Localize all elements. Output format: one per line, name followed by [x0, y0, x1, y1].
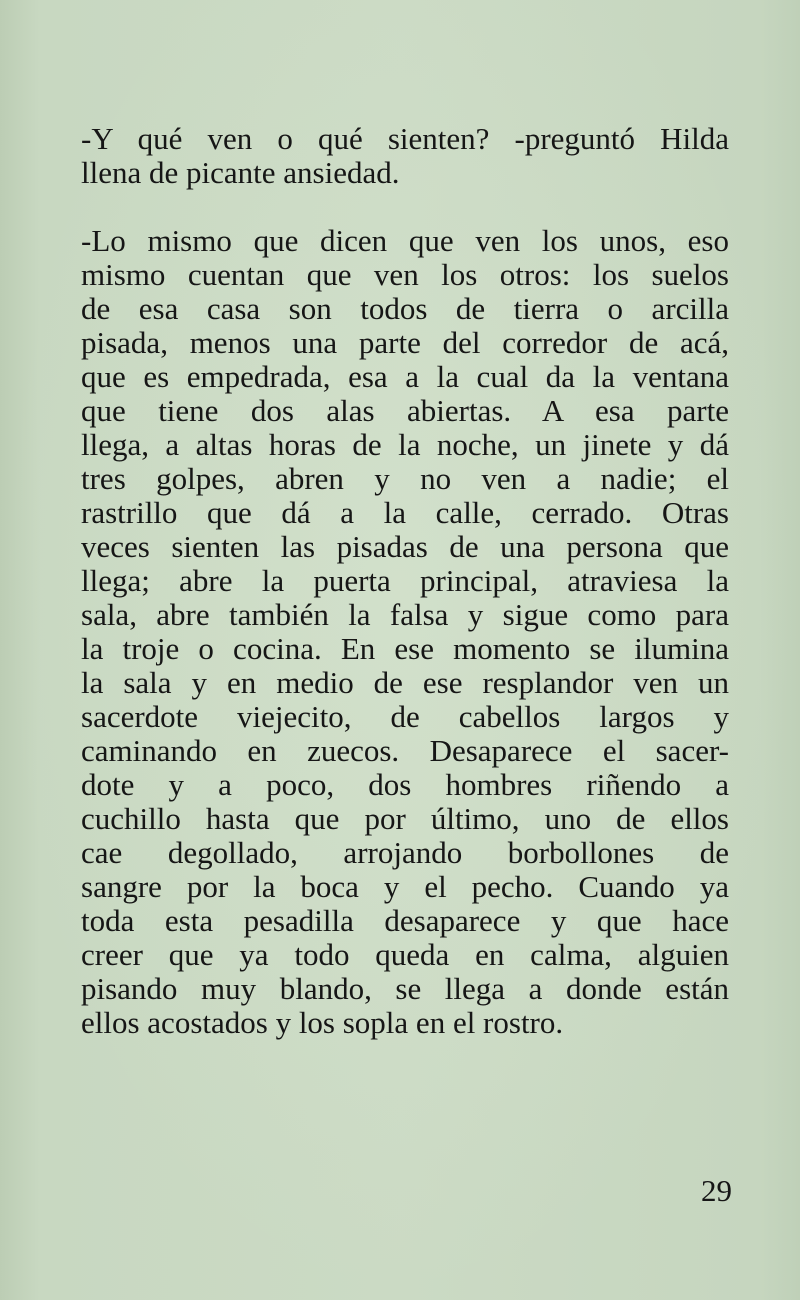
body-text: [81, 122, 729, 1040]
text-line: creer que ya todo queda en calma, alguien: [81, 937, 729, 972]
text-line: cuchillo hasta que por último, uno de ellos: [81, 801, 729, 836]
text-line: dote y a poco, dos hombres riñendo a: [81, 767, 729, 802]
paragraph-2: [81, 224, 729, 1040]
text-line: pisando muy blando, se llega a donde están: [81, 971, 729, 1006]
page-number: 29: [701, 1173, 732, 1208]
text-line: llega, a altas horas de la noche, un jinete y dá: [81, 427, 729, 462]
text-line: que tiene dos alas abiertas. A esa parte: [81, 393, 729, 428]
text-line: sangre por la boca y el pecho. Cuando ya: [81, 869, 729, 904]
text-line: tres golpes, abren y no ven a nadie; el: [81, 461, 729, 496]
text-line: ellos acostados y los sopla en el rostro.: [81, 1005, 564, 1040]
text-line: toda esta pesadilla desaparece y que hace: [81, 903, 729, 938]
text-line: -Lo mismo que dicen que ven los unos, eso: [81, 223, 729, 258]
text-line: de esa casa son todos de tierra o arcilla: [81, 291, 729, 326]
text-line: la sala y en medio de ese resplandor ven un: [81, 665, 729, 700]
text-line: caminando en zuecos. Desaparece el sacer-: [81, 733, 729, 768]
text-line: mismo cuentan que ven los otros: los suelos: [81, 257, 729, 292]
text-line: -Y qué ven o qué sienten? -preguntó Hilda: [81, 121, 729, 156]
text-line: pisada, menos una parte del corredor de acá,: [81, 325, 729, 360]
text-line: que es empedrada, esa a la cual da la ventana: [81, 359, 729, 394]
text-line: la troje o cocina. En ese momento se ilumina: [81, 631, 729, 666]
text-line: llega; abre la puerta principal, atraviesa la: [81, 563, 729, 598]
text-line: llena de picante ansiedad.: [81, 155, 400, 190]
text-line: rastrillo que dá a la calle, cerrado. Otras: [81, 495, 729, 530]
text-line: veces sienten las pisadas de una persona que: [81, 529, 729, 564]
text-line: sala, abre también la falsa y sigue como para: [81, 597, 729, 632]
text-line: sacerdote viejecito, de cabellos largos y: [81, 699, 729, 734]
text-line: cae degollado, arrojando borbollones de: [81, 835, 729, 870]
paragraph-1: [81, 122, 729, 190]
